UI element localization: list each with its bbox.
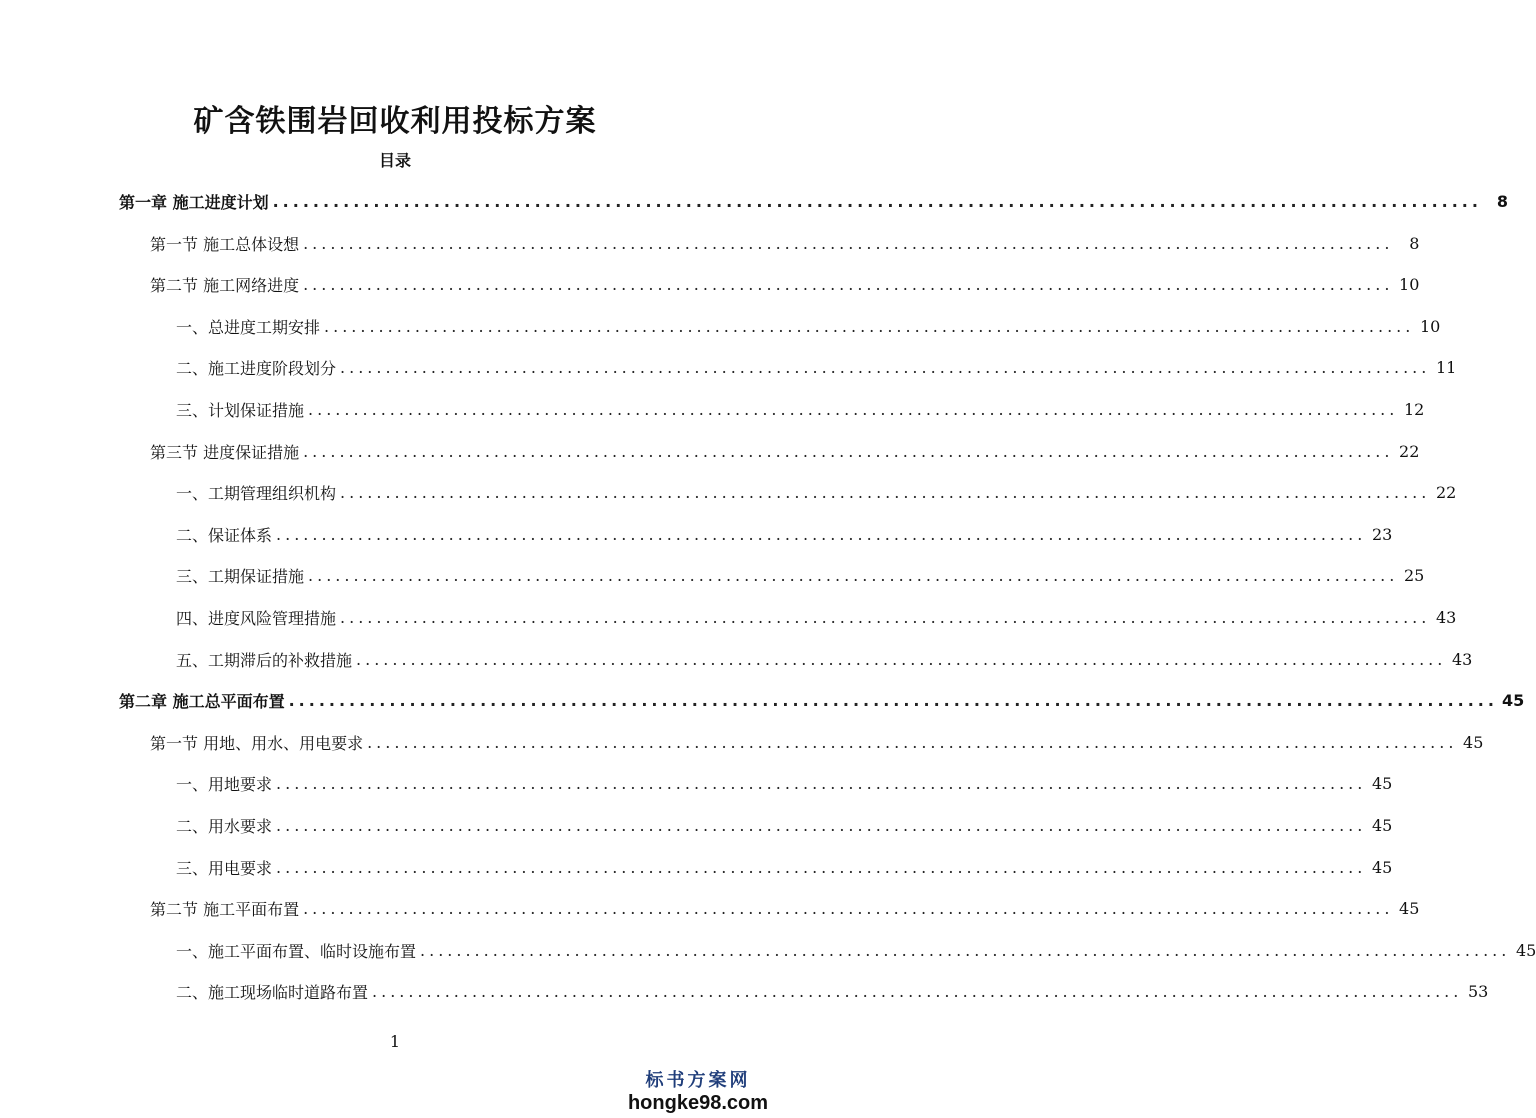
toc-entry-label: 二、施工进度阶段划分 [176,358,337,378]
toc-entry-page: 22 [1435,482,1457,502]
toc-dot-leader: ........................................................................................................................ [272,191,1482,211]
toc-entry-page: 45 [1399,898,1420,918]
toc-chapter-entry[interactable] [119,189,1508,213]
toc-entry-page: 45 [1501,690,1525,710]
toc-entry-label: 三、用电要求 [176,858,273,878]
toc-subsection-entry[interactable] [176,979,1489,1003]
toc-section-entry[interactable] [150,231,1420,255]
toc-dot-leader: ........................................................................................................................ [303,441,1394,461]
toc-dot-leader: ........................................................................................................................ [303,898,1394,918]
toc-entry-page: 45 [1371,773,1393,793]
toc-entry-label: 第二节 施工平面布置 [150,899,300,919]
toc-entry-label: 三、工期保证措施 [176,566,305,586]
toc-subsection-entry[interactable] [176,938,1536,962]
toc-entry-page: 8 [1409,233,1420,253]
watermark-text-cn: 标书方案网 [645,1070,751,1091]
toc-entry-label: 第三节 进度保证措施 [150,442,300,462]
toc-entry-page: 45 [1371,857,1393,877]
toc-subsection-entry[interactable] [176,355,1457,379]
toc-entry-page: 11 [1435,357,1457,377]
toc-dot-leader: ........................................................................................................................ [356,649,1447,669]
toc-dot-leader: ........................................................................................................................ [276,815,1367,835]
toc-entry-label: 二、用水要求 [176,816,273,836]
toc-dot-leader: ........................................................................................................................ [303,233,1394,253]
toc-chapter-entry[interactable] [119,688,1525,712]
toc-dot-leader: ........................................................................................................................ [308,565,1399,585]
toc-subsection-entry[interactable] [176,480,1457,504]
toc-entry-page: 22 [1399,441,1420,461]
toc-entry-page: 10 [1419,316,1441,336]
toc-dot-leader: ........................................................................................................................ [324,316,1415,336]
toc-subsection-entry[interactable] [176,314,1441,338]
toc-entry-label: 三、计划保证措施 [176,400,305,420]
toc-entry-label: 第二章 施工总平面布置 [119,691,285,711]
toc-heading: 目录 [378,151,411,170]
toc-entry-label: 一、工期管理组织机构 [176,483,337,503]
toc-subsection-entry[interactable] [176,855,1393,879]
toc-entry-page: 25 [1403,565,1425,585]
toc-entry-label: 第二节 施工网络进度 [150,275,300,295]
toc-dot-leader: ........................................................................................................................ [288,690,1498,710]
toc-dot-leader: ........................................................................................................................ [276,857,1367,877]
watermark-logo [628,1066,768,1115]
toc-entry-page: 45 [1515,940,1536,960]
toc-subsection-entry[interactable] [176,771,1393,795]
toc-dot-leader: ........................................................................................................................ [340,482,1431,502]
toc-section-entry[interactable] [150,896,1420,920]
document-title: 矿含铁围岩回收利用投标方案 [193,104,597,139]
toc-subsection-entry[interactable] [176,397,1425,421]
toc-subsection-entry[interactable] [176,605,1457,629]
toc-entry-label: 二、施工现场临时道路布置 [176,982,369,1002]
toc-entry-page: 43 [1451,649,1473,669]
toc-entry-label: 第一节 施工总体设想 [150,234,300,254]
toc-dot-leader: ........................................................................................................................ [367,732,1458,752]
toc-dot-leader: ........................................................................................................................ [276,524,1367,544]
toc-entry-label: 一、用地要求 [176,774,273,794]
toc-entry-label: 第一章 施工进度计划 [119,192,269,212]
toc-dot-leader: ........................................................................................................................ [420,940,1511,960]
toc-subsection-entry[interactable] [176,563,1425,587]
toc-entry-label: 一、施工平面布置、临时设施布置 [176,941,417,961]
toc-dot-leader: ........................................................................................................................ [340,607,1431,627]
toc-dot-leader: ........................................................................................................................ [372,981,1463,1001]
toc-entry-label: 第一节 用地、用水、用电要求 [150,733,364,753]
toc-subsection-entry[interactable] [176,813,1393,837]
toc-entry-page: 12 [1403,399,1425,419]
toc-entry-page: 43 [1435,607,1457,627]
toc-entry-page: 10 [1399,274,1420,294]
toc-entry-page: 23 [1371,524,1393,544]
toc-entry-page: 53 [1467,981,1489,1001]
toc-subsection-entry[interactable] [176,647,1473,671]
toc-dot-leader: ........................................................................................................................ [308,399,1399,419]
toc-dot-leader: ........................................................................................................................ [303,274,1394,294]
toc-entry-label: 二、保证体系 [176,525,273,545]
toc-entry-label: 四、进度风险管理措施 [176,608,337,628]
toc-entry-label: 一、总进度工期安排 [176,317,321,337]
toc-entry-page: 45 [1371,815,1393,835]
toc-section-entry[interactable] [150,439,1420,463]
watermark-text-url: hongke98.com [627,1092,768,1114]
toc-subsection-entry[interactable] [176,522,1393,546]
toc-entry-label: 五、工期滞后的补救措施 [176,650,353,670]
toc-section-entry[interactable] [150,730,1484,754]
toc-section-entry[interactable] [150,272,1420,296]
toc-entry-page: 45 [1463,732,1484,752]
toc-entry-page: 8 [1496,191,1508,211]
page-number: 1 [389,1032,401,1051]
toc-dot-leader: ........................................................................................................................ [340,357,1431,377]
toc-dot-leader: ........................................................................................................................ [276,773,1367,793]
